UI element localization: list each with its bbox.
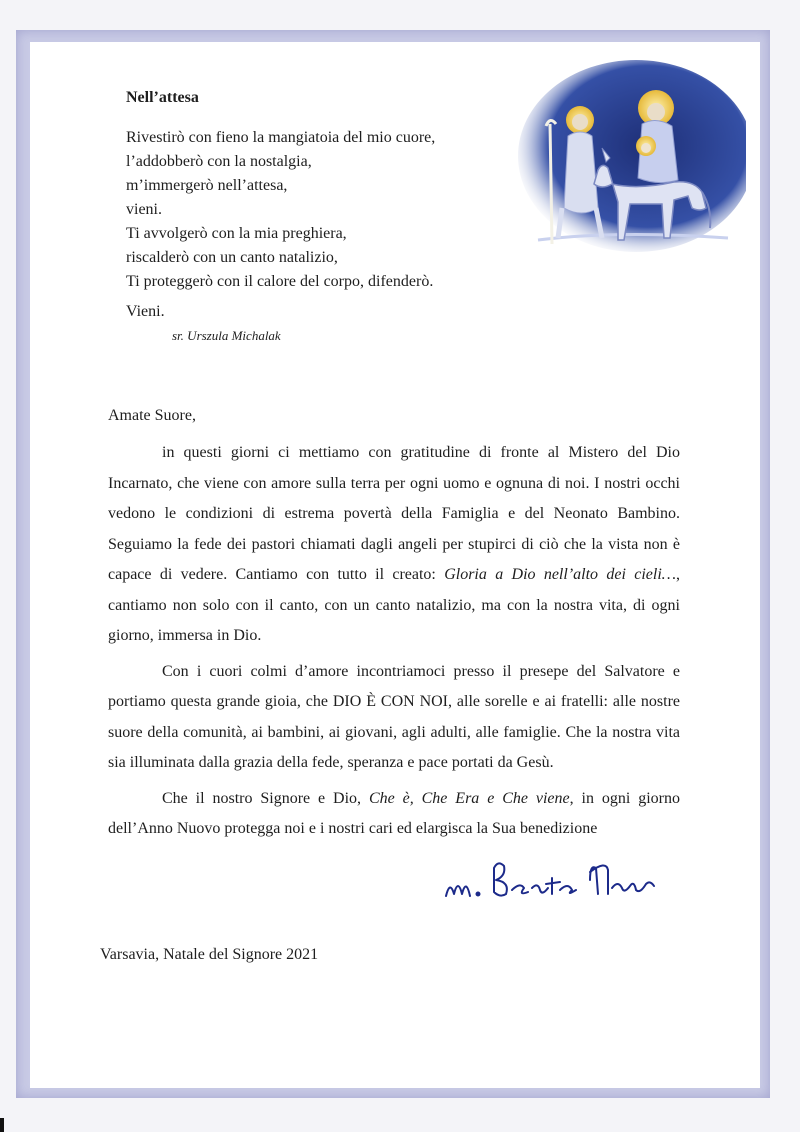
poem <box>126 126 506 294</box>
holy-family-illustration <box>498 58 746 258</box>
poem-line: riscalderò con un canto natalizio, <box>126 249 338 266</box>
poem-line: l’addobberò con la nostalgia, <box>126 153 312 170</box>
scan-edge-mark <box>0 1118 4 1132</box>
handwritten-signature <box>440 850 660 910</box>
paragraph-text: Che il nostro Signore e Dio, <box>162 789 369 807</box>
poem-line: Ti avvolgerò con la mia preghiera, <box>126 225 347 242</box>
paragraph-text: , cantiamo non solo con il canto, con un canto natalizio, ma con la nostra vita, di ogni giorno, immersa in Dio. <box>108 566 680 644</box>
paragraph-quote: Che è, Che Era e Che viene <box>368 789 570 807</box>
paragraph-text: in questi giorni ci mettiamo con gratitudine di fronte al Mistero del Dio Incarnato, che viene con amore sulla terra per ogni uomo e ognuna di noi. I nostri occhi vedono le condizioni di estrema povertà della Famiglia e del Neonato Bambino. Seguiamo la fede dei pastori chiamati dagli angeli per stupirci di ciò che la vista non è capace di vedere. Cantiamo con tutto il creato: <box>108 444 680 583</box>
poem-title: Nell’attesa <box>126 89 199 106</box>
letter-greeting: Amate Suore, <box>108 407 196 424</box>
poem-closing: Vieni. <box>126 303 165 320</box>
paragraph-quote: Gloria a Dio nell’alto dei cieli… <box>444 566 676 583</box>
letter-paragraph-3 <box>108 784 680 845</box>
letter-paragraph-1 <box>108 438 680 652</box>
poem-author: sr. Urszula Michalak <box>172 328 281 343</box>
letter-paragraph-2: Con i cuori colmi d’amore incontriamoci presso il presepe del Salvatore e portiamo questa grande gioia, che DIO È CON NOI, alle sorelle e ai fratelli: alle nostre suore della comunità, ai bambini, ai giovani, agli adulti, alle famiglie. Che la nostra vita sia illuminata dalla grazia della fede, speranza e pace portati da Gesù. <box>108 662 680 771</box>
letter-body <box>108 404 680 845</box>
poem-line: Ti proteggerò con il calore del corpo, difenderò. <box>126 273 434 290</box>
poem-line: vieni. <box>126 201 162 218</box>
poem-line: m’immergerò nell’attesa, <box>126 177 288 194</box>
paragraph-text: , in ogni giorno dell’Anno Nuovo protegga noi e i nostri cari ed elargisca la Sua benedizione <box>108 789 681 837</box>
poem-line: Rivestirò con fieno la mangiatoia del mio cuore, <box>126 129 436 146</box>
place-date: Varsavia, Natale del Signore 2021 <box>100 946 319 963</box>
